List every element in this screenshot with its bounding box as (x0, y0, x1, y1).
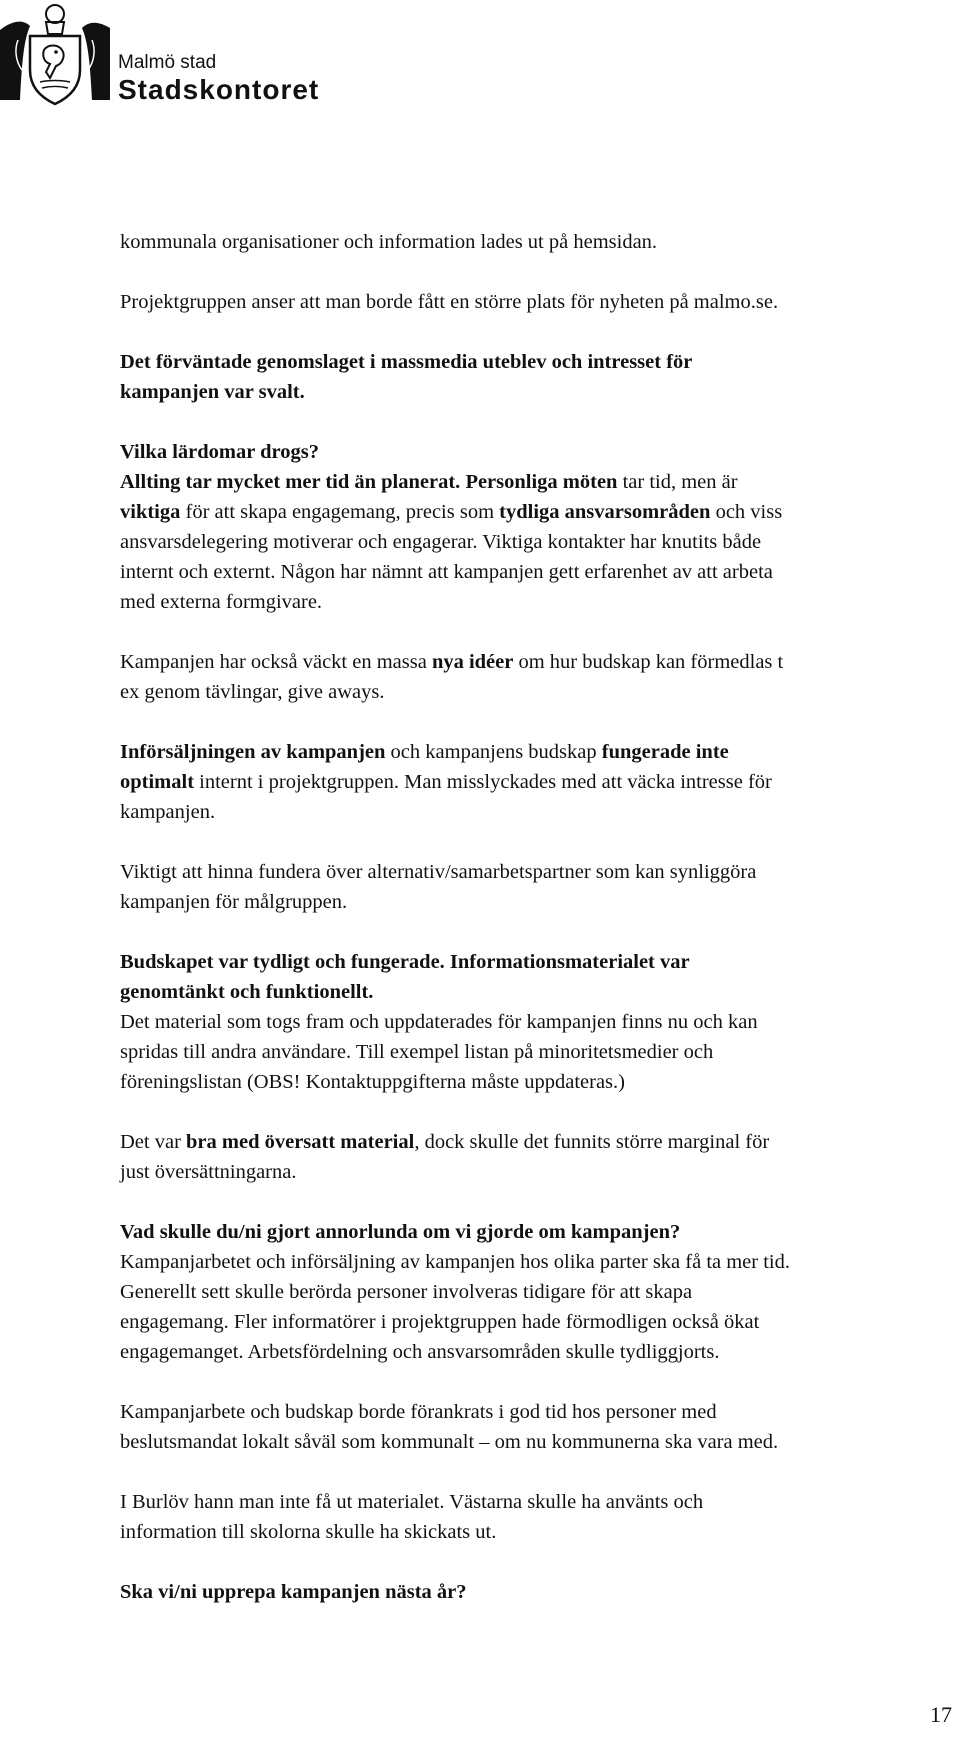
page-header (0, 0, 960, 120)
text-line: Allting tar mycket mer tid än planerat. Personliga möten tar tid, men är (120, 471, 738, 493)
text-line: Det var bra med översatt material, dock skulle det funnits större marginal för (120, 1131, 770, 1153)
text-line: Det material som togs fram och uppdaterades för kampanjen finns nu och kan (120, 1011, 758, 1033)
paragraph (120, 857, 960, 917)
text-line: beslutsmandat lokalt såväl som kommunalt – om nu kommunerna ska vara med. (120, 1431, 779, 1453)
page-number: 17 (930, 1702, 952, 1727)
text-line: Generellt sett skulle berörda personer involveras tidigare för att skapa (120, 1281, 693, 1303)
paragraph-gap (120, 827, 960, 857)
paragraph-gap (120, 1457, 960, 1487)
text-line: viktiga för att skapa engagemang, precis som tydliga ansvarsområden och viss (120, 501, 783, 523)
text-line: spridas till andra användare. Till exempel listan på minoritetsmedier och (120, 1041, 714, 1063)
paragraph-gap (120, 917, 960, 947)
text-line: Kampanjarbetet och införsäljning av kampanjen hos olika parter ska få ta mer tid. (120, 1251, 791, 1273)
paragraph (120, 1397, 960, 1457)
paragraph (120, 287, 960, 317)
document-body (120, 227, 960, 1607)
text-line: kommunala organisationer och information lades ut på hemsidan. (120, 231, 658, 253)
text-line: just översättningarna. (120, 1161, 297, 1183)
paragraph (120, 647, 960, 707)
paragraph-gap (120, 1187, 960, 1217)
text-line: internt och externt. Någon har nämnt att kampanjen gett erfarenhet av att arbeta (120, 561, 773, 583)
text-line: ex genom tävlingar, give aways. (120, 681, 385, 703)
org-unit: Stadskontoret (118, 74, 320, 105)
text-line: Införsäljningen av kampanjen och kampanjens budskap fungerade inte (120, 741, 729, 763)
paragraph (120, 227, 960, 257)
paragraph (120, 1127, 960, 1187)
paragraph-gap (120, 257, 960, 287)
text-line: ansvarsdelegering motiverar och engagerar. Viktiga kontakter har knutits både (120, 531, 762, 553)
paragraph-gap (120, 1547, 960, 1577)
text-line: Viktigt att hinna fundera över alternativ/samarbetspartner som kan synliggöra (120, 861, 757, 883)
paragraph (120, 1217, 960, 1367)
text-line: information till skolorna skulle ha skickats ut. (120, 1521, 497, 1543)
text-line: Kampanjarbete och budskap borde förankrats i god tid hos personer med (120, 1401, 717, 1423)
text-line: I Burlöv hann man inte få ut materialet. Västarna skulle ha använts och (120, 1491, 704, 1513)
text-line: optimalt internt i projektgruppen. Man misslyckades med att väcka intresse för (120, 771, 772, 793)
paragraph (120, 437, 960, 617)
text-line: engagemang. Fler informatörer i projektgruppen hade förmodligen också ökat (120, 1311, 760, 1333)
text-line: kampanjen för målgruppen. (120, 891, 348, 913)
paragraph-gap (120, 317, 960, 347)
org-name: Malmö stad (118, 52, 217, 73)
text-line: Det förväntade genomslaget i massmedia uteblev och intresset för (120, 351, 693, 373)
paragraph (120, 1577, 960, 1607)
paragraph (120, 1487, 960, 1547)
text-line: Ska vi/ni upprepa kampanjen nästa år? (120, 1581, 467, 1603)
text-line: med externa formgivare. (120, 591, 323, 613)
paragraph-gap (120, 617, 960, 647)
paragraph (120, 947, 960, 1097)
malmo-coat-of-arms-logo (0, 0, 110, 112)
text-line: engagemanget. Arbetsfördelning och ansvarsområden skulle tydliggjorts. (120, 1341, 720, 1363)
text-line: Budskapet var tydligt och fungerade. Informationsmaterialet var (120, 951, 690, 973)
text-line: kampanjen var svalt. (120, 381, 305, 403)
text-line: genomtänkt och funktionellt. (120, 981, 374, 1003)
text-line: Vilka lärdomar drogs? (120, 441, 319, 463)
text-line: Kampanjen har också väckt en massa nya idéer om hur budskap kan förmedlas t (120, 651, 784, 673)
paragraph (120, 347, 960, 407)
paragraph-gap (120, 707, 960, 737)
text-line: Projektgruppen anser att man borde fått en större plats för nyheten på malmo.se. (120, 291, 779, 313)
paragraph-gap (120, 407, 960, 437)
text-line: Vad skulle du/ni gjort annorlunda om vi gjorde om kampanjen? (120, 1221, 681, 1243)
text-line: kampanjen. (120, 801, 216, 823)
organization-block (118, 52, 319, 106)
paragraph-gap (120, 1367, 960, 1397)
paragraph (120, 737, 960, 827)
text-line: föreningslistan (OBS! Kontaktuppgifterna måste uppdateras.) (120, 1071, 625, 1093)
paragraph-gap (120, 1097, 960, 1127)
